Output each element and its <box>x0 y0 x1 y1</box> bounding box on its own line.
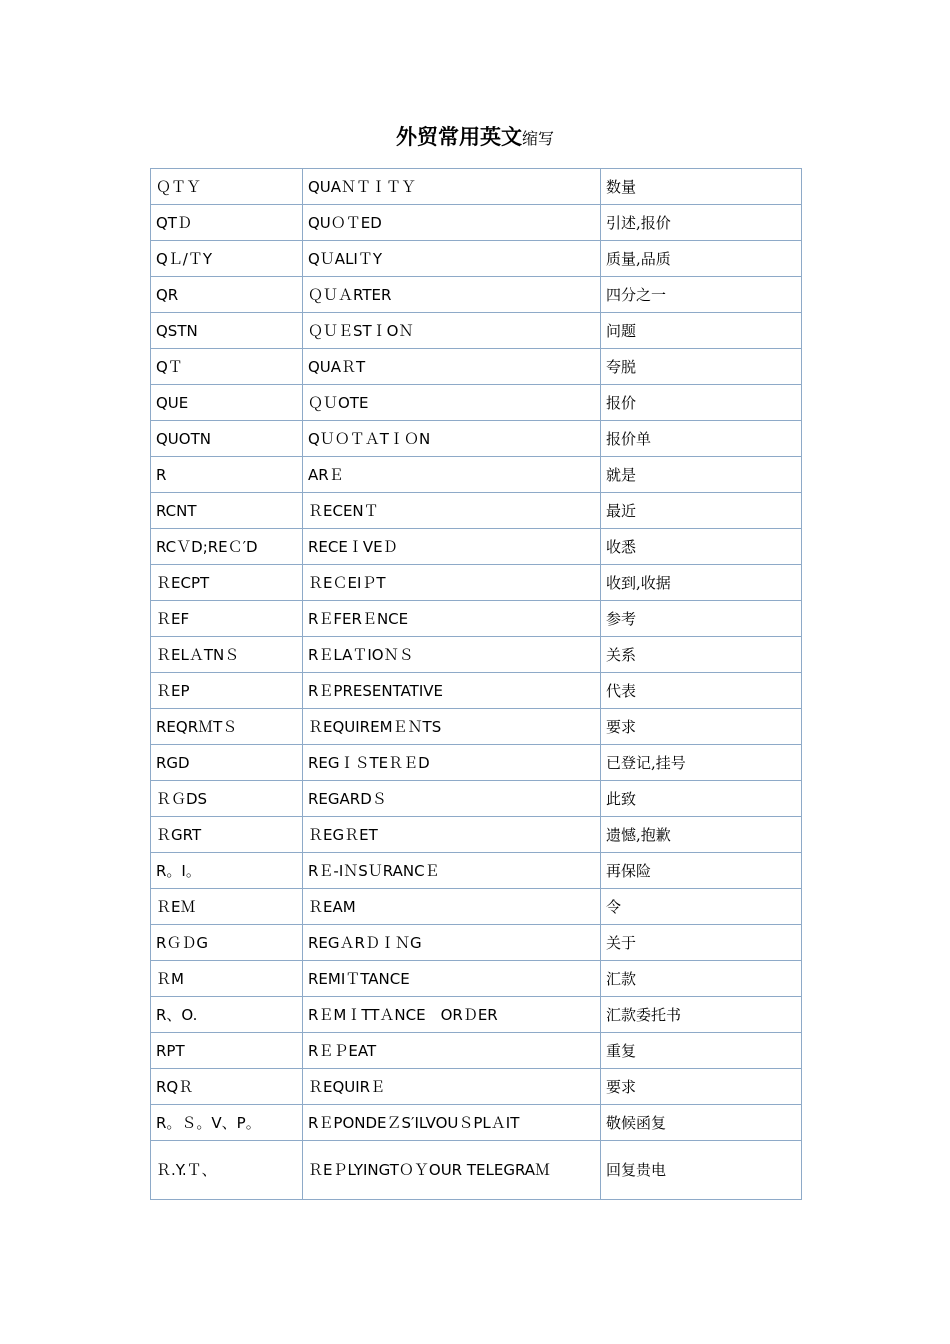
abbreviation-cell: R <box>151 457 303 493</box>
table-row <box>151 925 802 961</box>
meaning-cell: 最近 <box>601 493 802 529</box>
table-row <box>151 961 802 997</box>
meaning-cell: 夸脱 <box>601 349 802 385</box>
table-row <box>151 313 802 349</box>
title-sub: 缩写 <box>521 129 554 148</box>
abbreviation-cell: RPT <box>151 1033 303 1069</box>
full-term-cell: REGＩＳTEＲＥD <box>303 745 601 781</box>
abbreviation-cell: R。Ｓ。V、P。 <box>151 1105 303 1141</box>
table-row <box>151 1141 802 1200</box>
full-term-cell: RＥPONDEＺS′ILVOUＳPLＡIT <box>303 1105 601 1141</box>
full-term-cell: ＲEAM <box>303 889 601 925</box>
meaning-cell: 数量 <box>601 169 802 205</box>
full-term-cell: QUAＮＴＩＴＹ <box>303 169 601 205</box>
abbreviation-cell: Ｒ.Y.Ｔ、 <box>151 1141 303 1200</box>
full-term-cell: RＥMＩTTＡNCE ORＤER <box>303 997 601 1033</box>
full-term-cell: ＱＵOTE <box>303 385 601 421</box>
full-term-cell: RＥPRESENTATIVE <box>303 673 601 709</box>
abbreviation-cell: ＲM <box>151 961 303 997</box>
table-row <box>151 889 802 925</box>
abbreviation-cell: QUE <box>151 385 303 421</box>
meaning-cell: 汇款 <box>601 961 802 997</box>
table-row <box>151 385 802 421</box>
abbreviation-cell: QR <box>151 277 303 313</box>
abbreviation-cell: ＲＧDS <box>151 781 303 817</box>
abbreviation-cell: REQRＭTＳ <box>151 709 303 745</box>
full-term-cell: ＱＵＡRTER <box>303 277 601 313</box>
meaning-cell: 问题 <box>601 313 802 349</box>
meaning-cell: 重复 <box>601 1033 802 1069</box>
meaning-cell: 再保险 <box>601 853 802 889</box>
full-term-cell: RＥＰEAT <box>303 1033 601 1069</box>
full-term-cell: ＲEQUIRＥ <box>303 1069 601 1105</box>
table-row <box>151 673 802 709</box>
abbreviation-cell: RCＶD;REＣ′D <box>151 529 303 565</box>
abbreviation-cell: RQＲ <box>151 1069 303 1105</box>
meaning-cell: 引述,报价 <box>601 205 802 241</box>
table-row <box>151 601 802 637</box>
full-term-cell: QＵＯＴＡTＩＯN <box>303 421 601 457</box>
table-row <box>151 745 802 781</box>
meaning-cell: 令 <box>601 889 802 925</box>
full-term-cell: ＲEＣEIＰT <box>303 565 601 601</box>
full-term-cell: QUＯＴED <box>303 205 601 241</box>
abbreviation-cell: R。I。 <box>151 853 303 889</box>
meaning-cell: 遗憾,抱歉 <box>601 817 802 853</box>
meaning-cell: 已登记,挂号 <box>601 745 802 781</box>
abbreviation-cell: RＧＤG <box>151 925 303 961</box>
document-title <box>0 122 950 154</box>
full-term-cell: ＱＵＥSTＩOＮ <box>303 313 601 349</box>
meaning-cell: 此致 <box>601 781 802 817</box>
full-term-cell: ＲECENＴ <box>303 493 601 529</box>
title-main: 外贸常用英文 <box>395 124 522 149</box>
table-row <box>151 529 802 565</box>
full-term-cell: ＲEQUIREMＥＮTS <box>303 709 601 745</box>
abbreviation-cell: RGD <box>151 745 303 781</box>
full-term-cell: REGＡRＤＩＮG <box>303 925 601 961</box>
table-row <box>151 853 802 889</box>
abbreviation-cell: ＲGRT <box>151 817 303 853</box>
meaning-cell: 就是 <box>601 457 802 493</box>
full-term-cell: RＥFERＥNCE <box>303 601 601 637</box>
abbreviation-cell: QＴ <box>151 349 303 385</box>
full-term-cell: QUAＲT <box>303 349 601 385</box>
table-row <box>151 817 802 853</box>
meaning-cell: 质量,品质 <box>601 241 802 277</box>
abbreviation-table <box>150 168 802 1200</box>
table-row <box>151 493 802 529</box>
table-row <box>151 421 802 457</box>
full-term-cell: QＵALIＴY <box>303 241 601 277</box>
meaning-cell: 参考 <box>601 601 802 637</box>
abbreviation-table-body <box>151 169 802 1200</box>
full-term-cell: RECEＩVEＤ <box>303 529 601 565</box>
abbreviation-cell: QSTN <box>151 313 303 349</box>
abbreviation-cell: QUOTN <box>151 421 303 457</box>
abbreviation-cell: ＲEＭ <box>151 889 303 925</box>
abbreviation-cell: RCNT <box>151 493 303 529</box>
table-row <box>151 241 802 277</box>
table-row <box>151 205 802 241</box>
meaning-cell: 四分之一 <box>601 277 802 313</box>
meaning-cell: 报价 <box>601 385 802 421</box>
meaning-cell: 要求 <box>601 1069 802 1105</box>
table-row <box>151 997 802 1033</box>
abbreviation-cell: ＲEP <box>151 673 303 709</box>
meaning-cell: 敬候函复 <box>601 1105 802 1141</box>
full-term-cell: ARＥ <box>303 457 601 493</box>
abbreviation-cell: ＱＴＹ <box>151 169 303 205</box>
table-row <box>151 637 802 673</box>
meaning-cell: 收到,收据 <box>601 565 802 601</box>
full-term-cell: RＥ-IＮSＵRANCＥ <box>303 853 601 889</box>
abbreviation-cell: ＲECPT <box>151 565 303 601</box>
abbreviation-cell: ＲEF <box>151 601 303 637</box>
table-row <box>151 277 802 313</box>
abbreviation-cell: QTＤ <box>151 205 303 241</box>
table-row <box>151 349 802 385</box>
meaning-cell: 关于 <box>601 925 802 961</box>
table-row <box>151 1033 802 1069</box>
full-term-cell: REGARDＳ <box>303 781 601 817</box>
abbreviation-cell: R、O. <box>151 997 303 1033</box>
meaning-cell: 代表 <box>601 673 802 709</box>
table-row <box>151 781 802 817</box>
table-row <box>151 169 802 205</box>
full-term-cell: RＥLAＴIOＮＳ <box>303 637 601 673</box>
full-term-cell: REMIＴTANCE <box>303 961 601 997</box>
meaning-cell: 报价单 <box>601 421 802 457</box>
table-row <box>151 709 802 745</box>
abbreviation-cell: QＬ/ＴY <box>151 241 303 277</box>
meaning-cell: 要求 <box>601 709 802 745</box>
table-row <box>151 565 802 601</box>
table-row <box>151 1105 802 1141</box>
table-row <box>151 457 802 493</box>
meaning-cell: 回复贵电 <box>601 1141 802 1200</box>
table-row <box>151 1069 802 1105</box>
meaning-cell: 汇款委托书 <box>601 997 802 1033</box>
meaning-cell: 关系 <box>601 637 802 673</box>
full-term-cell: ＲEGＲET <box>303 817 601 853</box>
abbreviation-cell: ＲELＡTNＳ <box>151 637 303 673</box>
full-term-cell: ＲEＰLYINGTＯＹOUR TELEGRAＭ <box>303 1141 601 1200</box>
meaning-cell: 收悉 <box>601 529 802 565</box>
